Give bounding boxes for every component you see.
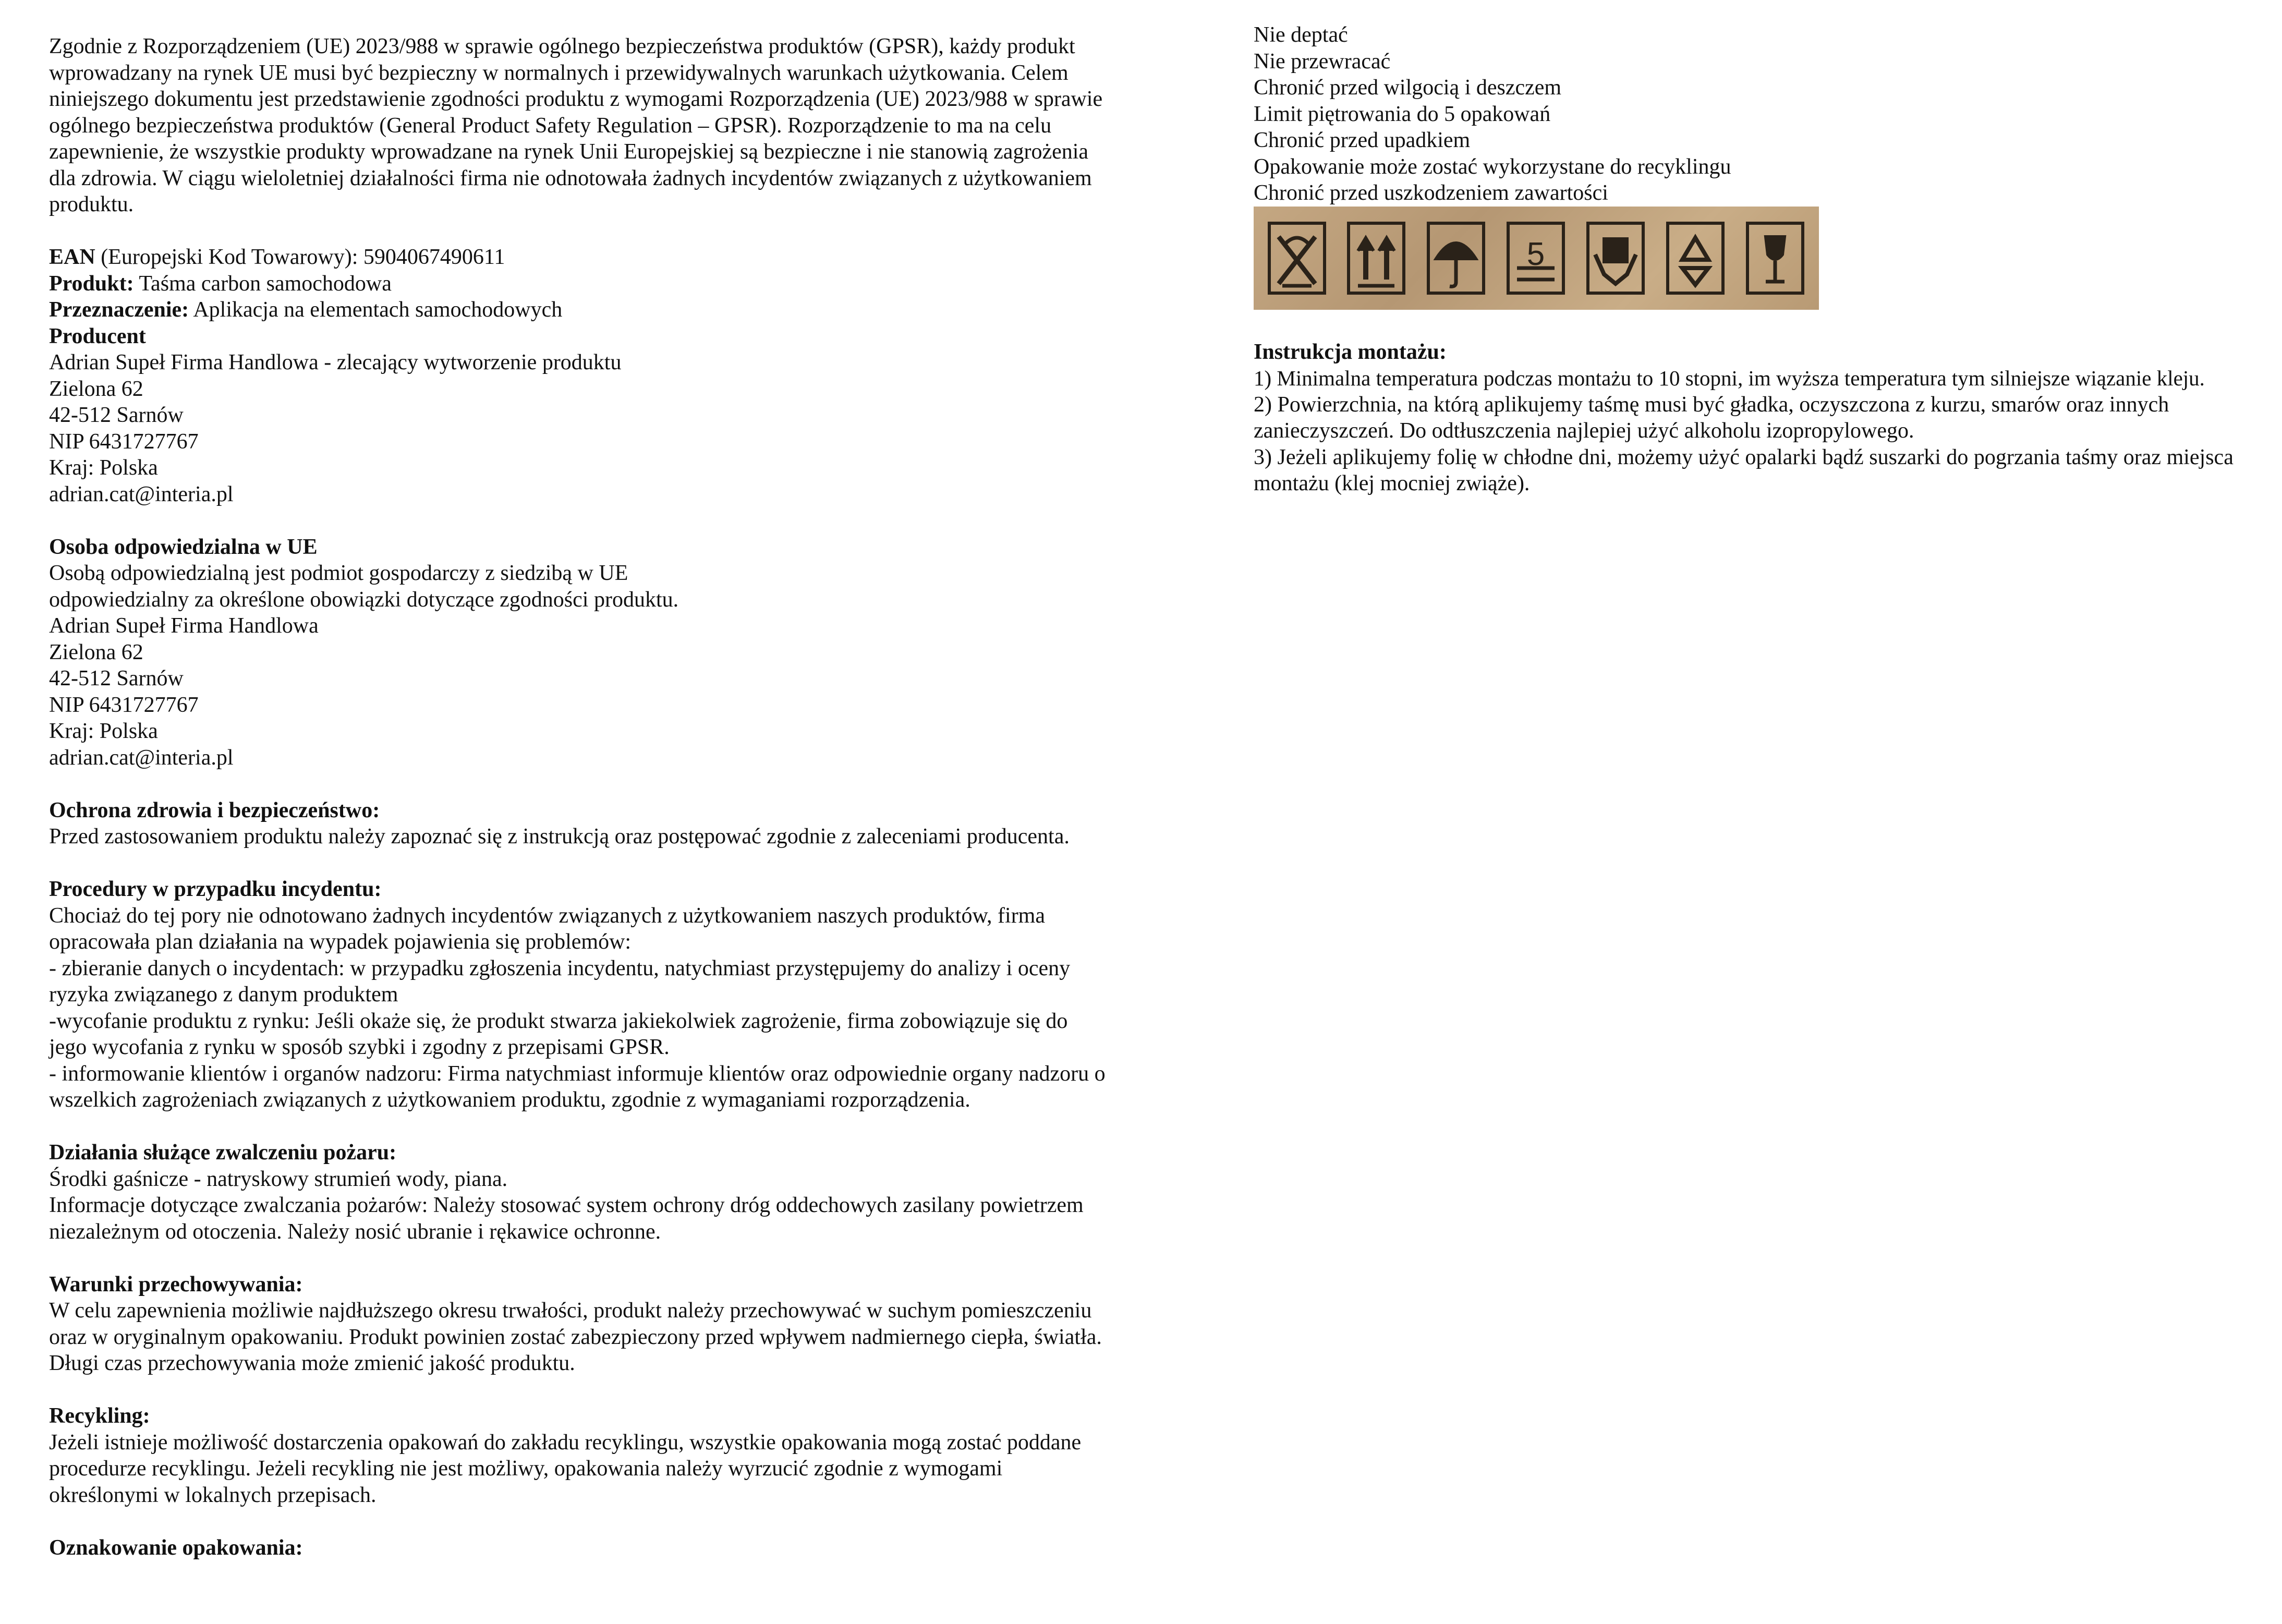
assembly-item: 1) Minimalna temperatura podczas montażu to 10 stopni, im wyższa temperatura tym silniejsze wiązanie kleju. [1254, 366, 2205, 390]
eu-line: NIP 6431727767 [49, 693, 199, 717]
storage-text: W celu zapewnienia możliwie najdłuższego okresu trwałości, produkt należy przechowywać w suchym pomieszczeniu oraz w oryginalnym opakowaniu. Produkt powinien zostać zabezpieczony przed wpływem nadmiernego ciepła, światła. Długi czas przechowywania może zmienić jakość produktu. [49, 1299, 1102, 1375]
producer-line: 42-512 Sarnów [49, 403, 184, 427]
health-text: Przed zastosowaniem produktu należy zapoznać się z instrukcją oraz postępować zgodnie z zaleceniami producenta. [49, 825, 1070, 849]
product-label: Produkt: [49, 271, 134, 296]
recycling-text: Jeżeli istnieje możliwość dostarczenia opakowań do zakładu recyklingu, wszystkie opakowania mogą zostać poddane procedurze recyklingu. Jeżeli recykling nie jest możliwy, opakowania należy wyrzucić zgodnie z wymogami określonymi w lokalnych przepisach. [49, 1430, 1082, 1507]
packaging-line: Chronić przed wilgocią i deszczem [1254, 76, 1562, 100]
product-line [49, 271, 1108, 297]
fire-line: Informacje dotyczące zwalczania pożarów: Należy stosować system ochrony dróg oddechowych zasilany powietrzem niezależnym od otoczenia. Należy nosić ubranie i rękawice ochronne. [49, 1193, 1084, 1244]
ean-line [49, 244, 1108, 271]
eu-heading: Osoba odpowiedzialna w UE [49, 535, 318, 559]
incident-heading: Procedury w przypadku incydentu: [49, 877, 382, 901]
right-column [1254, 22, 2276, 497]
intro-paragraph: Zgodnie z Rozporządzeniem (UE) 2023/988 w sprawie ogólnego bezpieczeństwa produktów (GPSR), każdy produkt wprowadzany na rynek UE musi być bezpieczny w normalnych i przewidywalnych warunkach użytkowania. Celem niniejszego dokumentu jest przedstawienie zgodności produktu z wymogami Rozporządzenia (UE) 2023/988 w sprawie ogólnego bezpieczeństwa produktów (General Product Safety Regulation – GPSR). Rozporządzenie to ma na celu zapewnienie, że wszystkie produkty wprowadzane na rynek Unii Europejskiej są bezpieczne i nie stanowią zagrożenia dla zdrowia. W ciągu wieloletniej działalności firma nie odnotowała żadnych incydentów związanych z użytkowaniem produktu. [49, 34, 1103, 216]
producer-line: Adrian Supeł Firma Handlowa - zlecający wytworzenie produktu [49, 350, 622, 374]
eu-line: Osobą odpowiedzialną jest podmiot gospodarczy z siedzibą w UE [49, 561, 628, 585]
packaging-line: Chronić przed upadkiem [1254, 128, 1471, 152]
packaging-line: Opakowanie może zostać wykorzystane do recyklingu [1254, 154, 1731, 179]
purpose-value: Aplikacja na elementach samochodowych [189, 298, 563, 322]
packaging-line: Nie przewracać [1254, 49, 1391, 74]
packaging-heading: Oznakowanie opakowania: [49, 1535, 303, 1560]
assembly-heading: Instrukcja montażu: [1254, 340, 1447, 364]
eu-line: Kraj: Polska [49, 719, 158, 743]
producer-email: adrian.cat@interia.pl [49, 482, 234, 506]
fragile-icon [1747, 223, 1803, 293]
incident-text: Chociaż do tej pory nie odnotowano żadnych incydentów związanych z użytkowaniem naszych produktów, firma opracowała plan działania na wypadek pojawienia się problemów: [49, 903, 1045, 954]
do-not-step-icon [1269, 223, 1325, 293]
eu-line: Adrian Supeł Firma Handlowa [49, 614, 319, 638]
packaging-line: Limit piętrowania do 5 opakowań [1254, 102, 1551, 126]
purpose-label: Przeznaczenie: [49, 298, 189, 322]
eu-email: adrian.cat@interia.pl [49, 745, 234, 770]
eu-line: Zielona 62 [49, 640, 143, 664]
handle-with-care-icon [1588, 223, 1643, 293]
stack-limit-number: 5 [1526, 236, 1545, 272]
packaging-line: Nie deptać [1254, 23, 1348, 47]
fire-heading: Działania służące zwalczeniu pożaru: [49, 1141, 397, 1165]
assembly-item: 2) Powierzchnia, na którą aplikujemy taśmę musi być gładka, oczyszczona z kurzu, smarów oraz innych zanieczyszczeń. Do odtłuszczenia najlepiej użyć alkoholu izopropylowego. [1254, 392, 2169, 443]
incident-item: -wycofanie produktu z rynku: Jeśli okaże się, że produkt stwarza jakiekolwiek zagrożenie, firma zobowiązuje się do jego wycofania z rynku w sposób szybki i zgodny z przepisami GPSR. [49, 1009, 1068, 1059]
health-heading: Ochrona zdrowia i bezpieczeństwo: [49, 798, 380, 822]
eu-line: 42-512 Sarnów [49, 666, 184, 690]
ean-label: EAN [49, 245, 95, 269]
purpose-line [49, 297, 1108, 323]
producer-heading: Producent [49, 324, 146, 348]
keep-dry-icon [1428, 223, 1484, 293]
storage-heading: Warunki przechowywania: [49, 1272, 303, 1296]
incident-item: - informowanie klientów i organów nadzoru: Firma natychmiast informuje klientów oraz odpowiednie organy nadzoru o wszelkich zagrożeniach związanych z użytkowaniem produktu, zgodnie z wymaganiami rozporządzenia. [49, 1061, 1106, 1112]
this-way-up-icon [1349, 223, 1404, 293]
recycle-icon [1668, 223, 1723, 293]
producer-line: Zielona 62 [49, 377, 143, 401]
assembly-item: 3) Jeżeli aplikujemy folię w chłodne dni, możemy użyć opalarki bądź suszarki do pogrzania taśmy oraz miejsca montażu (klej mocniej zwiąże). [1254, 445, 2234, 495]
ean-value: (Europejski Kod Towarowy): 5904067490611 [95, 245, 505, 269]
packaging-line: Chronić przed uszkodzeniem zawartości [1254, 181, 1608, 205]
product-value: Taśma carbon samochodowa [133, 271, 392, 296]
producer-line: Kraj: Polska [49, 456, 158, 480]
packaging-symbols-svg [1254, 207, 1819, 310]
recycling-heading: Recykling: [49, 1404, 150, 1428]
producer-line: NIP 6431727767 [49, 429, 199, 454]
packaging-symbols-image [1254, 207, 1819, 310]
incident-item: - zbieranie danych o incydentach: w przypadku zgłoszenia incydentu, natychmiast przystępujemy do analizy i oceny ryzyka związanego z danym produktem [49, 956, 1071, 1007]
eu-line: odpowiedzialny za określone obowiązki dotyczące zgodności produktu. [49, 587, 679, 612]
fire-line: Środki gaśnicze - natryskowy strumień wody, piana. [49, 1167, 508, 1191]
left-column [49, 33, 1108, 1561]
